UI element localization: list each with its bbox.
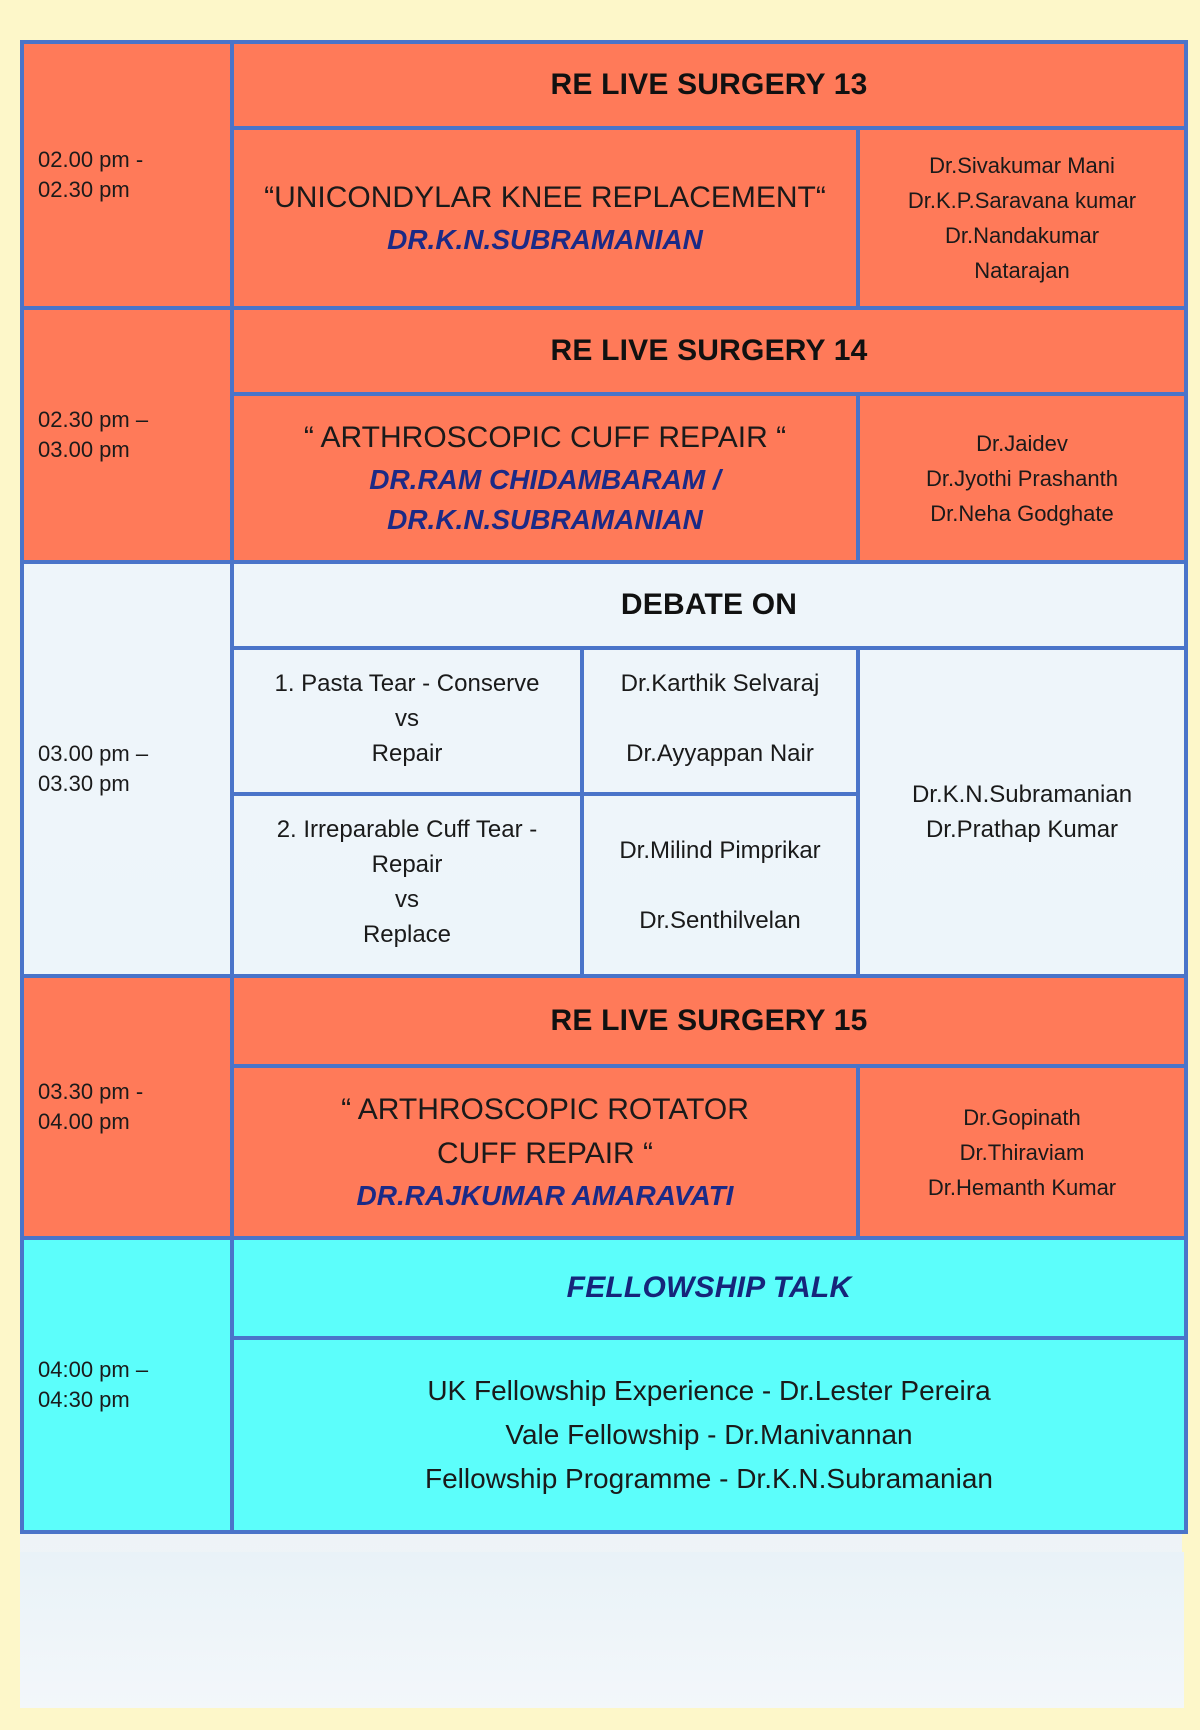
session-13-topic: “UNICONDYLAR KNEE REPLACEMENT“ DR.K.N.SUBRAMANIAN bbox=[232, 128, 858, 308]
session-14-speaker-2: DR.K.N.SUBRAMANIAN bbox=[387, 504, 703, 535]
debate-title-row bbox=[22, 562, 1186, 648]
fellowship-talk-2: Vale Fellowship - Dr.Manivannan bbox=[505, 1419, 913, 1450]
session-13-title-row bbox=[22, 42, 1186, 128]
session-15-topic: “ ARTHROSCOPIC ROTATOR CUFF REPAIR “ DR.RAJKUMAR AMARAVATI bbox=[232, 1066, 858, 1238]
session-15-panel: Dr.Gopinath Dr.Thiraviam Dr.Hemanth Kumar bbox=[858, 1066, 1186, 1238]
session-15-title: RE LIVE SURGERY 15 bbox=[232, 976, 1186, 1066]
debate-topic-2: 2. Irreparable Cuff Tear - Repair vs Replace bbox=[232, 794, 582, 976]
session-13-speaker: DR.K.N.SUBRAMANIAN bbox=[387, 224, 703, 255]
schedule-table bbox=[20, 40, 1188, 1534]
debate-moderators: Dr.K.N.Subramanian Dr.Prathap Kumar bbox=[858, 648, 1186, 976]
debate-title: DEBATE ON bbox=[232, 562, 1186, 648]
session-15-time: 03.30 pm - 04.00 pm bbox=[22, 976, 232, 1238]
session-15-speaker: DR.RAJKUMAR AMARAVATI bbox=[356, 1180, 734, 1211]
fellowship-talk-1: UK Fellowship Experience - Dr.Lester Pereira bbox=[427, 1375, 991, 1406]
fellowship-talk-3: Fellowship Programme - Dr.K.N.Subramanian bbox=[425, 1463, 993, 1494]
fellowship-title-row bbox=[22, 1238, 1186, 1338]
session-14-topic: “ ARTHROSCOPIC CUFF REPAIR “ DR.RAM CHIDAMBARAM / DR.K.N.SUBRAMANIAN bbox=[232, 394, 858, 562]
fellowship-time: 04:00 pm – 04:30 pm bbox=[22, 1238, 232, 1532]
session-14-title: RE LIVE SURGERY 14 bbox=[232, 308, 1186, 394]
fellowship-talks bbox=[232, 1338, 1186, 1532]
session-14-time: 02.30 pm – 03.00 pm bbox=[22, 308, 232, 562]
fellowship-title: FELLOWSHIP TALK bbox=[232, 1238, 1186, 1338]
debate-time: 03.00 pm – 03.30 pm bbox=[22, 562, 232, 976]
debate-debaters-2: Dr.Milind Pimprikar Dr.Senthilvelan bbox=[582, 794, 858, 976]
session-15-title-row bbox=[22, 976, 1186, 1066]
footer-background bbox=[20, 1552, 1184, 1708]
debate-topic-1: 1. Pasta Tear - Conserve vs Repair bbox=[232, 648, 582, 794]
session-14-title-row bbox=[22, 308, 1186, 394]
session-14-speaker-1: DR.RAM CHIDAMBARAM / bbox=[369, 464, 721, 495]
session-14-panel: Dr.Jaidev Dr.Jyothi Prashanth Dr.Neha Godghate bbox=[858, 394, 1186, 562]
debate-debaters-1: Dr.Karthik Selvaraj Dr.Ayyappan Nair bbox=[582, 648, 858, 794]
session-13-time: 02.00 pm - 02.30 pm bbox=[22, 42, 232, 308]
session-13-title: RE LIVE SURGERY 13 bbox=[232, 42, 1186, 128]
session-13-panel: Dr.Sivakumar Mani Dr.K.P.Saravana kumar Dr.Nandakumar Natarajan bbox=[858, 128, 1186, 308]
